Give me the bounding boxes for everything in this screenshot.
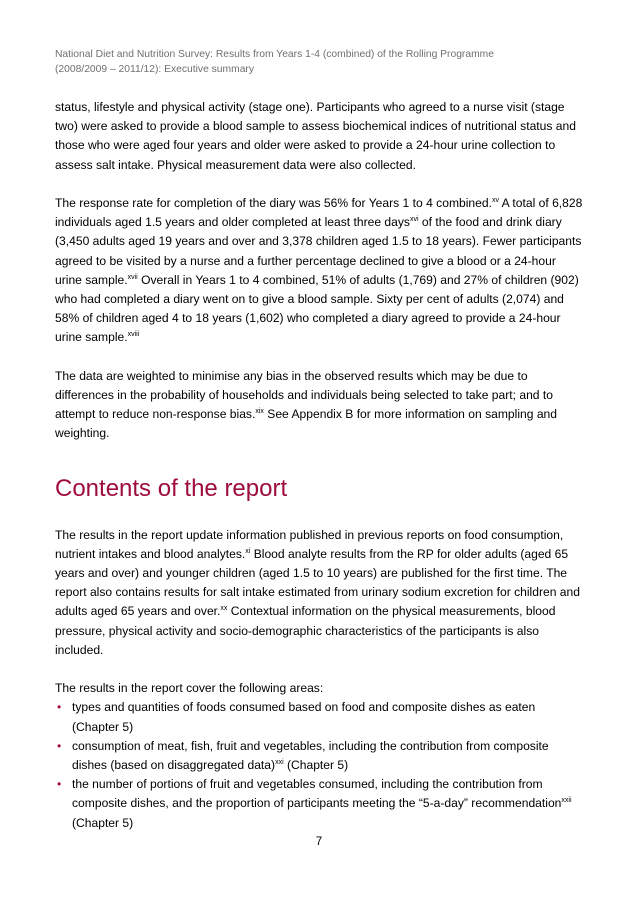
- paragraph-weighting: The data are weighted to minimise any bias in the observed results which may be due to differences in the probability of households and individuals being selected to take part; and to attempt to reduce non-response bias.$^{xix}$ See Appendix B for more information on sampling and weighting.: [55, 368, 558, 441]
- footnote-ref[interactable]: xviii: [127, 331, 140, 339]
- page-number: 7: [315, 836, 323, 848]
- paragraph-response-rate: The response rate for completion of the diary was 56% for Years 1 to 4 combined.$^{xv}$ A total of 6,828 individuals aged 1.5 years and older completed at least three days$^{xvi}$ of the food and drink diary (3,450 adults aged 19 years and over and 3,378 children aged 1.5 to 18 years). Fewer participants agreed to be visited by a nurse and a further percentage declined to give a blood or a 24-hour urine sample.$^{xvii}$ Overall in Years 1 to 4 combined, 51% of adults (1,769) and 27% of children (902) who had completed a diary went on to give a blood sample. Sixty per cent of adults (2,074) and 58% of children aged 4 to 18 years (1,602) who completed a diary agreed to provide a 24-hour urine sample.$^{xviii}$: [55, 196, 583, 345]
- results-list: [55, 698, 585, 832]
- footnote-ref[interactable]: xi: [245, 547, 251, 555]
- bullet-icon: •: [57, 738, 62, 753]
- footnote-ref[interactable]: xvi: [409, 216, 419, 224]
- list-item: • consumption of meat, fish, fruit and vegetables, including the contribution from composite dishes (based on disaggregated data)$^{xxi}$ (Chapter 5): [57, 738, 549, 773]
- paragraph-results-intro: The results in the report cover the following areas:: [55, 681, 324, 696]
- footnote-ref[interactable]: xix: [255, 408, 264, 416]
- list-item: • types and quantities of foods consumed based on food and composite dishes as eaten (Chapter 5): [57, 700, 536, 734]
- footnote-ref[interactable]: xv: [491, 197, 499, 204]
- footnote-ref[interactable]: xx: [220, 605, 228, 613]
- paragraph-methods: status, lifestyle and physical activity (stage one). Participants who agreed to a nurse visit (stage two) were asked to provide a blood sample to assess biochemical indices of nutritional status and those who were aged four years and older were asked to provide a 24-hour urine collection to assess salt intake. Physical measurement data were also collected.: [55, 100, 576, 172]
- list-item: • the number of portions of fruit and vegetables consumed, including the contribution from composite dishes, and the proportion of participants meeting the “5-a-day” recommendation$^{xxii}$ (Chapter 5): [57, 777, 572, 830]
- section-heading: Contents of the report: [55, 474, 288, 502]
- bullet-icon: •: [57, 700, 62, 715]
- footnote-ref[interactable]: xvii: [127, 273, 138, 281]
- bullet-icon: •: [57, 777, 62, 792]
- running-header: [55, 47, 595, 77]
- header-line-1: National Diet and Nutrition Survey: Results from Years 1-4 (combined) of the Rolling Programme: [55, 49, 494, 60]
- footnote-ref[interactable]: xxi: [275, 759, 284, 767]
- paragraph-report-contents: The results in the report update information published in previous reports on food consumption, nutrient intakes and blood analytes.$^{xi}$ Blood analyte results from the RP for older adults (aged 65 years and over) and younger children (aged 1.5 to 10 years) are published for the first time. The report also contains results for salt intake estimated from urinary sodium excretion for children and adults aged 65 years and over.$^{xx}$ Contextual information on the physical measurements, blood pressure, physical activity and socio-demographic characteristics of the participants is also included.: [55, 527, 580, 657]
- footnote-ref[interactable]: xxii: [561, 797, 572, 805]
- page-content: [55, 98, 585, 833]
- header-line-2: (2008/2009 – 2011/12): Executive summary: [55, 64, 254, 75]
